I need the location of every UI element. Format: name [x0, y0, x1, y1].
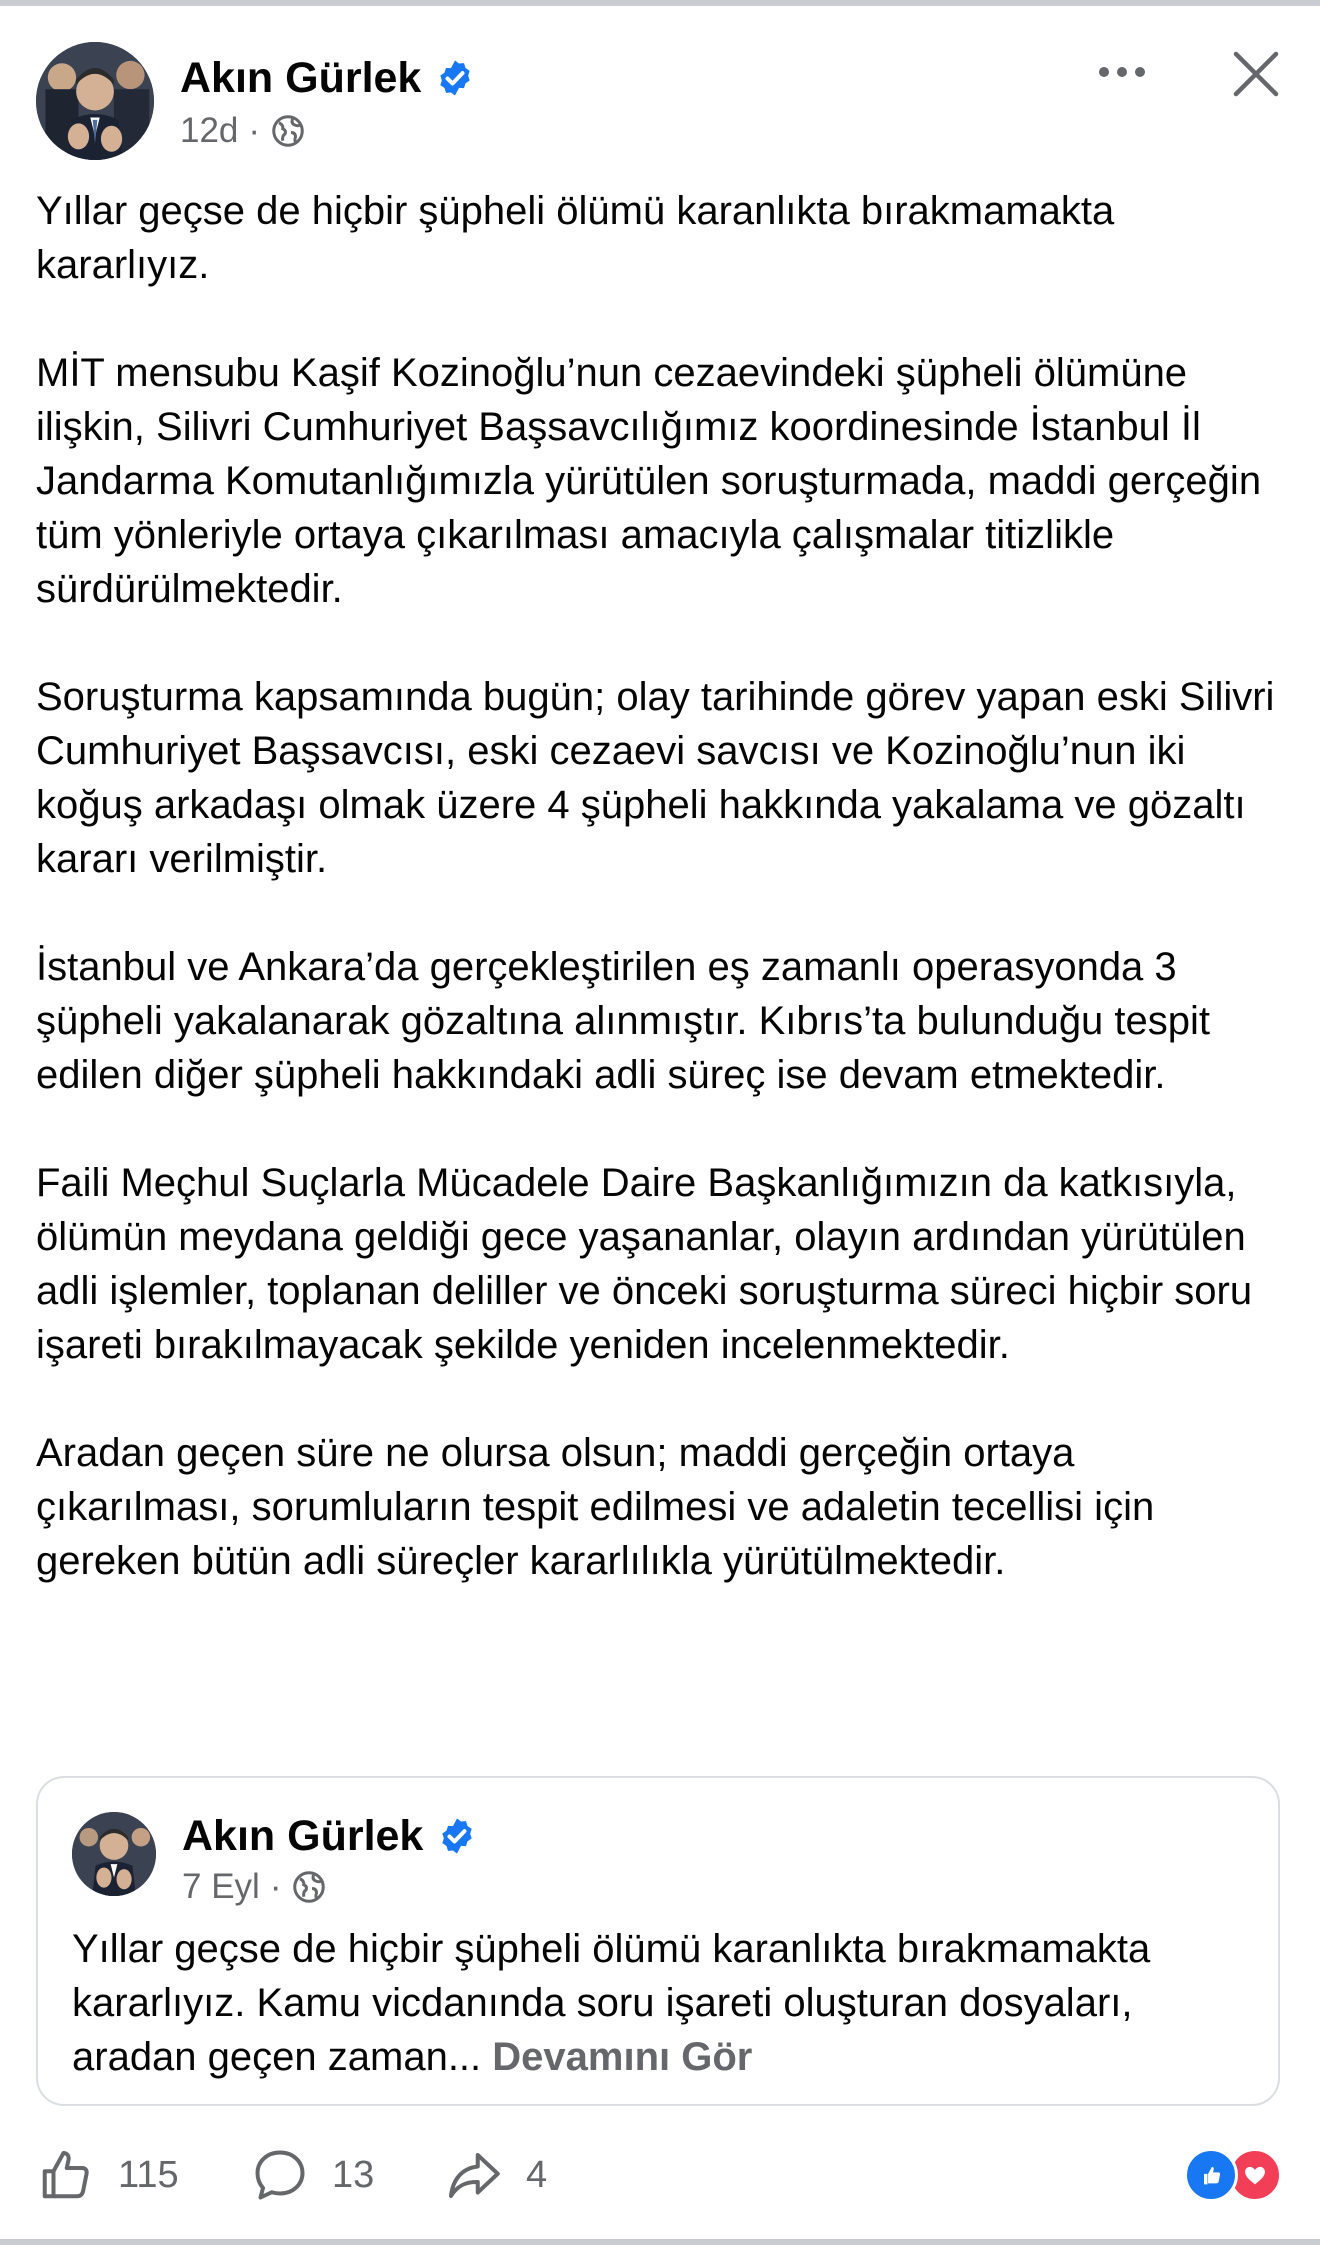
shared-post-time[interactable]: 7 Eyl — [182, 1867, 260, 1906]
comment-count: 13 — [332, 2153, 375, 2196]
shared-post-text — [72, 1922, 1252, 2084]
author-avatar[interactable] — [36, 42, 154, 160]
post-text — [36, 184, 1284, 1588]
post-paragraph: İstanbul ve Ankara’da gerçekleştirilen eş zamanlı operasyonda 3 şüpheli yakalanarak gözaltına alınmıştır. Kıbrıs’ta bulunduğu tespit edilen diğer şüpheli hakkındaki adli süreç ise devam etmektedir. — [36, 945, 1211, 1097]
share-arrow-icon — [444, 2145, 504, 2205]
more-dot-icon — [1135, 67, 1145, 77]
comment-bubble-icon — [250, 2145, 310, 2205]
like-count: 115 — [118, 2153, 179, 2196]
author-name-text[interactable]: Akın Gürlek — [180, 54, 422, 102]
comment-button[interactable] — [250, 2142, 374, 2208]
shared-post-meta — [182, 1864, 327, 1910]
post-paragraph: Aradan geçen süre ne olursa olsun; maddi gerçeğin ortaya çıkarılması, sorumluların tespit edilmesi ve adaletin tecellisi için gereken bütün adli süreçler kararlılıkla yürütülmektedir. — [36, 1431, 1155, 1583]
post-paragraph: MİT mensubu Kaşif Kozinoğlu’nun cezaevindeki şüpheli ölümüne ilişkin, Silivri Cumhuriyet Başsavcılığımız koordinesinde İstanbul İl Jandarma Komutanlığımızla yürütülen soruşturmada, maddi gerçeğin tüm yönleriyle ortaya çıkarılması amacıyla çalışmalar titizlikle sürdürülmektedir. — [36, 351, 1262, 611]
meta-separator: · — [269, 1867, 282, 1906]
post-action-bar — [36, 2142, 1284, 2208]
close-icon[interactable] — [1226, 44, 1286, 104]
shared-post-excerpt: Yıllar geçse de hiçbir şüpheli ölümü karanlıkta bırakmamakta kararlıyız. Kamu vicdanında soru işareti oluşturan dosyaları, aradan geçen zaman... — [72, 1927, 1151, 2079]
post-paragraph: Faili Meçhul Suçlarla Mücadele Daire Başkanlığımızın da katkısıyla, ölümün meydana geldiği gece yaşananlar, olayın ardından yürütülen adli işlemler, toplanan deliller ve önceki soruşturma süreci hiçbir soru işareti bırakılmayacak şekilde yeniden incelenmektedir. — [36, 1161, 1253, 1367]
verified-badge-icon — [437, 1816, 477, 1856]
avatar-photo — [36, 42, 154, 160]
meta-separator: · — [248, 111, 261, 150]
see-more-link[interactable]: Devamını Gör — [492, 2035, 753, 2079]
post-meta — [180, 108, 306, 154]
more-dot-icon — [1117, 67, 1127, 77]
globe-icon — [291, 1869, 327, 1905]
bottom-divider — [0, 2239, 1320, 2245]
globe-icon — [270, 113, 306, 149]
more-options-button[interactable] — [1090, 46, 1154, 98]
thumbs-up-icon — [36, 2145, 96, 2205]
top-divider — [0, 0, 1320, 6]
reaction-summary[interactable] — [1184, 2148, 1284, 2202]
post-time[interactable]: 12d — [180, 111, 239, 150]
shared-author-avatar[interactable] — [72, 1812, 156, 1896]
post-paragraph: Yıllar geçse de hiçbir şüpheli ölümü karanlıkta bırakmamakta kararlıyız. — [36, 189, 1115, 287]
shared-author-name[interactable] — [182, 1806, 477, 1866]
author-name[interactable] — [180, 48, 475, 108]
shared-avatar-photo — [72, 1812, 156, 1896]
more-dot-icon — [1099, 67, 1109, 77]
shared-author-name-text[interactable]: Akın Gürlek — [182, 1812, 424, 1860]
share-button[interactable] — [444, 2142, 547, 2208]
verified-badge-icon — [435, 58, 475, 98]
like-reaction-icon — [1184, 2148, 1238, 2202]
post-paragraph: Soruşturma kapsamında bugün; olay tarihinde görev yapan eski Silivri Cumhuriyet Başsavcısı, eski cezaevi savcısı ve Kozinoğlu’nun iki koğuş arkadaşı olmak üzere 4 şüpheli hakkında yakalama ve gözaltı kararı verilmiştir. — [36, 675, 1275, 881]
like-button[interactable] — [36, 2142, 179, 2208]
shared-post-card[interactable] — [36, 1776, 1280, 2106]
share-count: 4 — [526, 2153, 548, 2196]
